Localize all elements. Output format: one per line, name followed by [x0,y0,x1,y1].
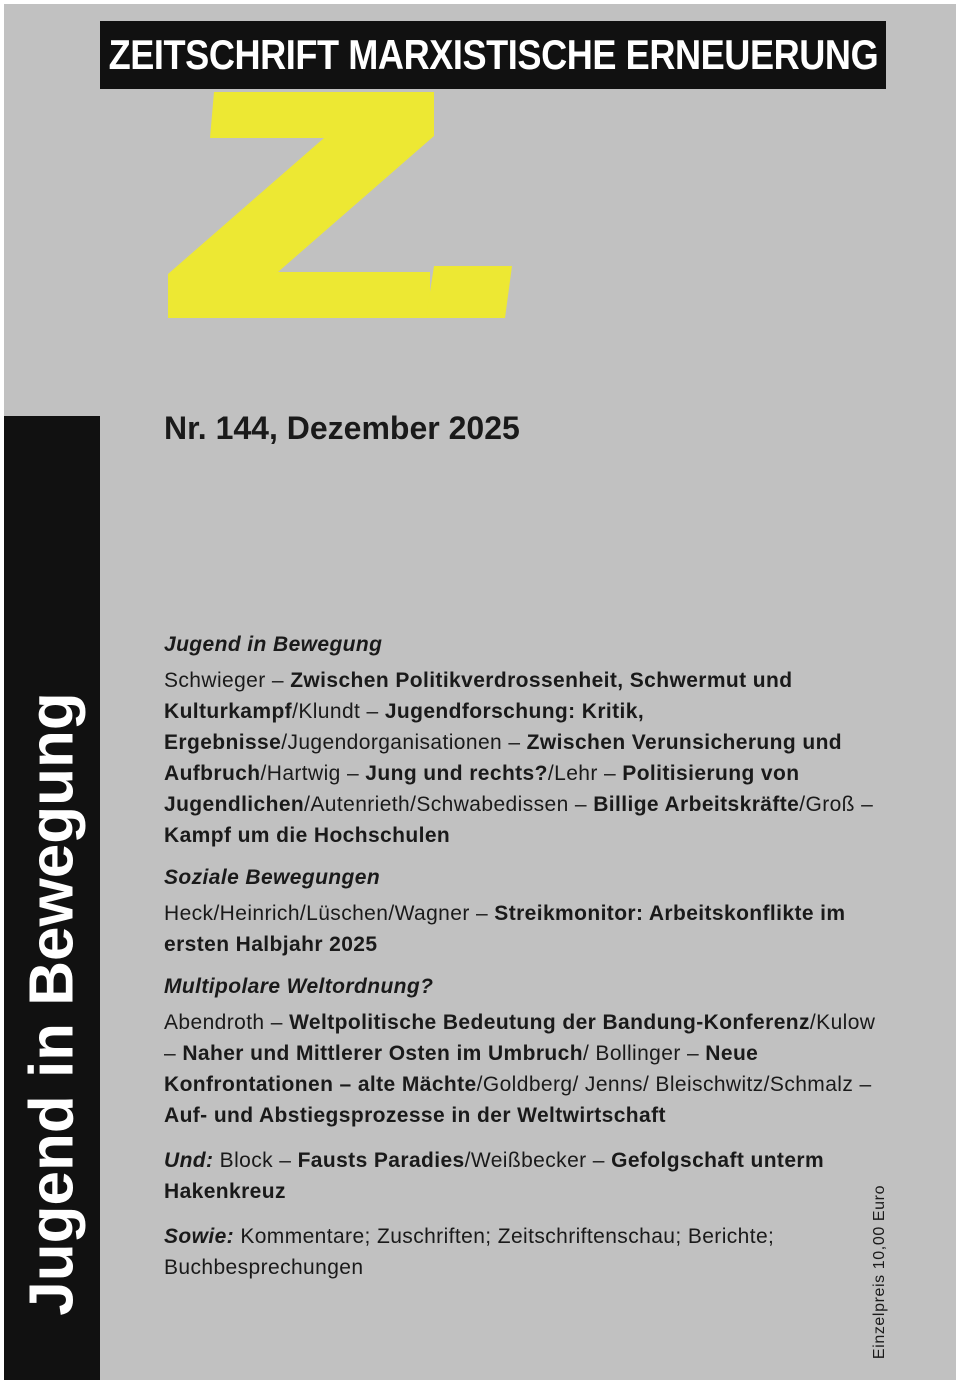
toc-author: /Jugendorganisationen – [281,731,527,754]
masthead-title: ZEITSCHRIFT MARXISTISCHE ERNEUERUNG [108,31,878,78]
toc-title: Streikmonitor: Arbeitskonflikte im ersten Halbjahr 2025 [164,902,846,956]
toc-author: /Lehr – [547,762,623,785]
section-lead: Und: [164,1149,214,1172]
table-of-contents [164,632,884,1297]
toc-title: Fausts Paradies [297,1149,465,1172]
issue-number: Nr. 144, Dezember 2025 [164,410,520,446]
price-label: Einzelpreis 10,00 Euro [871,1184,888,1360]
toc-author: /Autenrieth/Schwabedissen – [304,793,594,816]
section-entries [164,665,884,851]
section-und [164,1145,884,1207]
toc-author: /Kulow – [164,1011,876,1065]
section-sowie [164,1221,884,1283]
toc-author: /Groß – [799,793,874,816]
toc-title: Kampf um die Hochschulen [164,824,451,847]
toc-title: Politisierung von Jugendlichen [164,762,800,816]
toc-author: Block – [213,1149,298,1172]
toc-author: /Klundt – [292,700,385,723]
section-heading: Jugend in Bewegung [164,633,383,656]
section-entries [164,898,884,960]
toc-title: Zwischen Politikverdrossenheit, Schwermut und Kulturkampf [164,669,793,723]
toc-misc: Kommentare; Zuschriften; Zeitschriftenschau; Berichte; Buchbesprechungen [164,1225,775,1279]
toc-title: Neue Konfrontationen – alte Mächte [164,1042,759,1096]
toc-author: Schwieger – [164,669,291,692]
section-lead: Sowie: [164,1225,235,1248]
toc-title: Weltpolitische Bedeutung der Bandung-Konferenz [289,1011,810,1034]
toc-title: Zwischen Verunsicherung und Aufbruch [164,731,843,785]
toc-author: Abendroth – [164,1011,290,1034]
toc-title: Billige Arbeitskräfte [593,793,800,816]
toc-title: Naher und Mittlerer Osten im Umbruch [182,1042,583,1065]
z-logo-letter [168,92,434,318]
toc-title: Jugendforschung: Kritik, Ergebnisse [164,700,645,754]
toc-author: Heck/Heinrich/Lüschen/Wagner – [164,902,495,925]
toc-title: Auf- und Abstiegsprozesse in der Weltwirtschaft [164,1104,666,1127]
z-logo [162,78,522,328]
magazine-cover [4,4,956,1380]
z-logo-dot [426,266,512,318]
spine-title: Jugend in Bewegung [17,692,87,1316]
toc-title: Jung und rechts? [365,762,548,785]
section-heading: Multipolare Weltordnung? [164,975,434,998]
toc-title: Gefolgschaft unterm Hakenkreuz [164,1149,825,1203]
toc-author: /Hartwig – [260,762,366,785]
toc-author: /Goldberg/ Jenns/ Bleischwitz/Schmalz – [476,1073,872,1096]
section-entries [164,1007,884,1131]
section-heading: Soziale Bewegungen [164,866,381,889]
toc-author: / Bollinger – [582,1042,706,1065]
toc-author: /Weißbecker – [464,1149,612,1172]
